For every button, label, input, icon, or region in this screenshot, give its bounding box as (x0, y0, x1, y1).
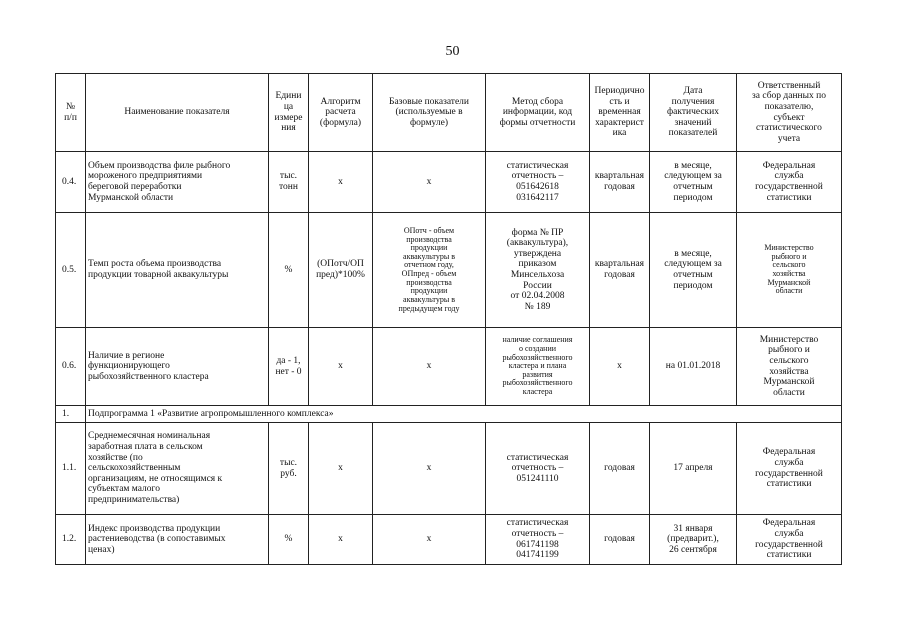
section-number: 1. (56, 406, 86, 423)
header-row (56, 74, 842, 152)
page-number: 50 (445, 44, 460, 59)
header-responsible: Ответственный за сбор данных по показателю, субъект статистического учета (737, 74, 842, 152)
period-cell: квартальная годовая (590, 213, 650, 328)
table-row (56, 152, 842, 213)
period-cell: х (590, 328, 650, 406)
row-number: 0.6. (56, 328, 86, 406)
date-cell: 31 января (предварит.), 26 сентября (650, 515, 737, 565)
algorithm-cell: х (309, 328, 373, 406)
table-row (56, 328, 842, 406)
period-cell: квартальная годовая (590, 152, 650, 213)
row-number: 1.1. (56, 423, 86, 515)
indicator-name: Темп роста объема производства продукции товарной аквакультуры (86, 213, 269, 328)
base-cell: х (373, 328, 486, 406)
algorithm-cell: х (309, 152, 373, 213)
responsible-cell: Федеральная служба государственной статистики (737, 423, 842, 515)
responsible-cell: Федеральная служба государственной статистики (737, 152, 842, 213)
unit-cell: % (269, 515, 309, 565)
unit-cell: % (269, 213, 309, 328)
indicator-name: Среднемесячная номинальная заработная плата в сельском хозяйстве (по сельскохозяйственным организациям, не относящимся к субъектам малого предпринимательства) (86, 423, 269, 515)
date-cell: на 01.01.2018 (650, 328, 737, 406)
section-row (56, 406, 842, 423)
indicator-name: Объем производства филе рыбного мороженого предприятиями береговой переработки Мурманской области (86, 152, 269, 213)
base-cell: х (373, 423, 486, 515)
algorithm-cell: х (309, 423, 373, 515)
base-cell: х (373, 152, 486, 213)
period-cell: годовая (590, 515, 650, 565)
table-row (56, 213, 842, 328)
unit-cell: тыс. тонн (269, 152, 309, 213)
indicators-table (55, 73, 842, 565)
method-cell: статистическая отчетность – 051642618 031642117 (486, 152, 590, 213)
algorithm-cell: х (309, 515, 373, 565)
header-unit: Едини ца измере ния (269, 74, 309, 152)
header-periodicity: Периодично сть и временная характерист ика (590, 74, 650, 152)
date-cell: 17 апреля (650, 423, 737, 515)
date-cell: в месяце, следующем за отчетным периодом (650, 152, 737, 213)
indicator-name: Индекс производства продукции растениеводства (в сопоставимых ценах) (86, 515, 269, 565)
header-algorithm: Алгоритм расчета (формула) (309, 74, 373, 152)
section-title: Подпрограмма 1 «Развитие агропромышленного комплекса» (86, 406, 842, 423)
responsible-cell: Министерство рыбного и сельского хозяйства Мурманской области (737, 328, 842, 406)
header-collection-method: Метод сбора информации, код формы отчетности (486, 74, 590, 152)
responsible-cell: Федеральная служба государственной статистики (737, 515, 842, 565)
method-cell: статистическая отчетность – 051241110 (486, 423, 590, 515)
method-cell: наличие соглашения о создании рыбохозяйственного кластера и плана развития рыбохозяйственного кластера (486, 328, 590, 406)
row-number: 0.5. (56, 213, 86, 328)
base-cell: х (373, 515, 486, 565)
method-cell: форма № ПР (аквакультура), утверждена приказом Минсельхоза России от 02.04.2008 № 189 (486, 213, 590, 328)
method-cell: статистическая отчетность – 061741198 041741199 (486, 515, 590, 565)
algorithm-cell: (ОПотч/ОП пред)*100% (309, 213, 373, 328)
header-name: Наименование показателя (86, 74, 269, 152)
table-row (56, 423, 842, 515)
header-base-indicators: Базовые показатели (используемые в формуле) (373, 74, 486, 152)
row-number: 0.4. (56, 152, 86, 213)
unit-cell: да - 1, нет - 0 (269, 328, 309, 406)
table-row (56, 515, 842, 565)
period-cell: годовая (590, 423, 650, 515)
header-num: № п/п (56, 74, 86, 152)
header-date: Дата получения фактических значений показателей (650, 74, 737, 152)
base-cell: ОПотч - объем производства продукции аквакультуры в отчетном году, ОПпред - объем производства продукции аквакультуры в предыдущем году (373, 213, 486, 328)
indicator-name: Наличие в регионе функционирующего рыбохозяйственного кластера (86, 328, 269, 406)
row-number: 1.2. (56, 515, 86, 565)
unit-cell: тыс. руб. (269, 423, 309, 515)
responsible-cell: Министерство рыбного и сельского хозяйства Мурманской области (737, 213, 842, 328)
date-cell: в месяце, следующем за отчетным периодом (650, 213, 737, 328)
